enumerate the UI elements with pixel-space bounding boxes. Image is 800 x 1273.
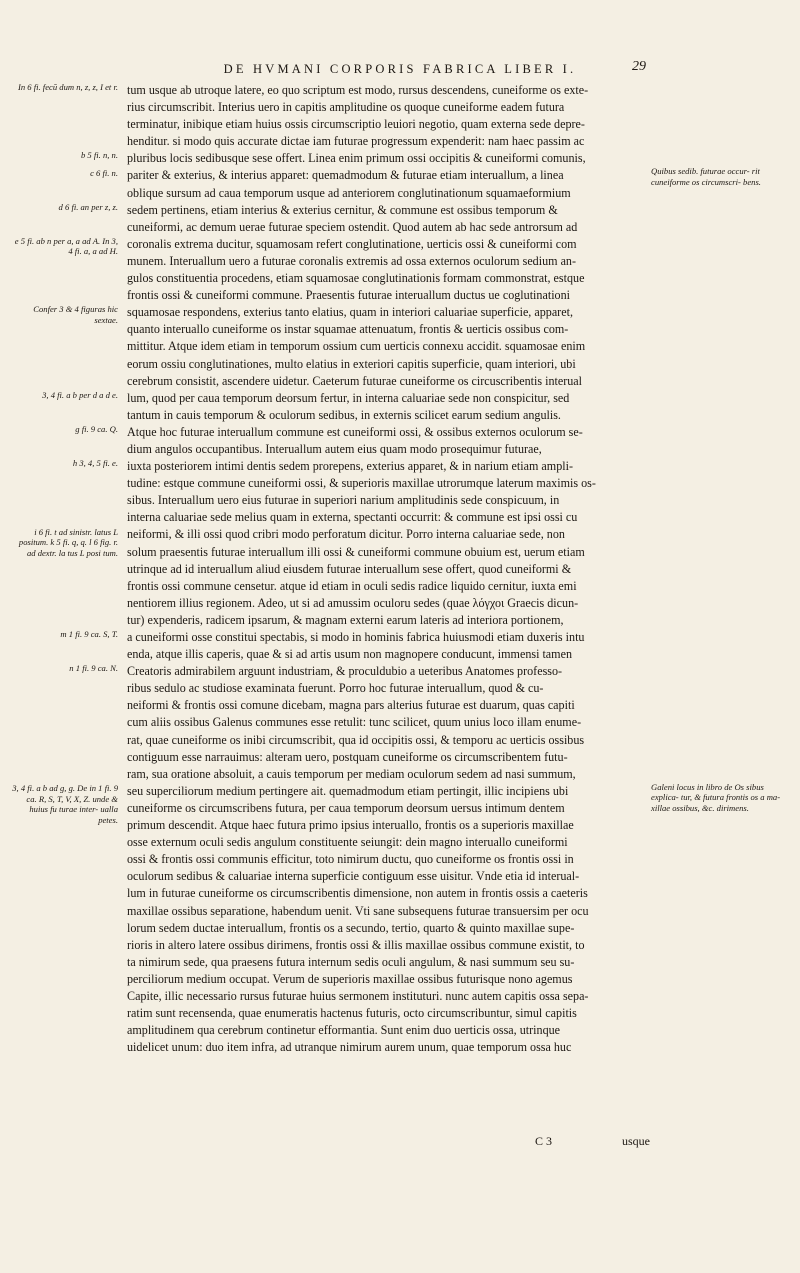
text-line: neiformi & frontis ossi comune dicebam, magna pars alterius futurae est duarum, quas capiti — [127, 698, 575, 713]
text-line: sibus. Interuallum uero eius futurae in superiori narium amplitudinis sede conspicuum, in — [127, 493, 560, 508]
text-line: Creatoris admirabilem arguunt industriam, & proculdubio a ueteribus Anatomes professo- — [127, 664, 563, 679]
text-line: ratim sunt recensenda, quae enumeratis hactenus futuris, octo circumscribuntur, simul capitis — [127, 1006, 577, 1021]
left-margin-note: e 5 fi. ab n per a, a ad A. In 3, 4 fi. a, a ad H. — [14, 235, 118, 257]
text-line: primum descendit. Atque haec futura primo ipsius interuallo, frontis os a superioris maxillae — [127, 818, 574, 833]
left-margin-note: b 5 fi. n, n. — [80, 150, 118, 161]
text-line: henditur. si modo quis accurate dictae iam futurae progressum expenderit: nam haec passim ac — [127, 134, 585, 149]
right-margin-note: Quibus sedib. futurae occur- rit cuneiforme os circumscri- bens. — [651, 166, 761, 187]
text-line: uidelicet unum: duo item infra, ad utranque nimirum aurem unum, quae temporum ossa huc — [127, 1040, 572, 1055]
text-line: solum praesentis futurae interuallum illi ossi & cuneiformi commune obuium est, uerum etiam — [127, 544, 585, 559]
text-line: frontis ossi commune censetur. atque id etiam in oculi sedis radice liquido cernitur, iuxta emi — [127, 578, 577, 593]
text-line: perciliorum medium occupat. Verum de superioris maxillae ossibus futurisque nono agemus — [127, 971, 573, 986]
text-line: ribus sedulo ac studiose examinata fuerunt. Porro hoc futurae interuallum, quod & cu- — [127, 681, 544, 696]
text-line: terminatur, inibique etiam huius ossis circumscriptio leuiori negotio, quam externa sede depre- — [127, 117, 585, 132]
text-line: pluribus locis sedibusque sese offert. Linea enim primum ossi occipitis & cuneiformi comunis, — [127, 151, 586, 166]
left-margin-note: 3, 4 fi. a b ad g, g. De in 1 fi. 9 ca. R, S, T, V, X, Z. unde & huius fu turae inter- ualla petes. — [12, 783, 118, 825]
text-line: dium angulos occupantibus. Interuallum autem eius quam modo prosequimur futurae, — [127, 441, 542, 456]
left-margin-note: i 6 fi. t ad sinistr. latus L positum. k 5 fi. q, q. l 6 fig. r. ad dextr. la tus L posi tum. — [18, 526, 118, 558]
text-line: gulos constituentia procedens, etiam squamosae conglutinationis formam commonstrat, estque — [127, 271, 585, 286]
text-line: rioris in altero latere ossibus dirimens, frontis ossi & illis maxillae ossibus commune existit, to — [127, 937, 585, 952]
text-line: frontis ossi & cuneiformi commune. Praesentis futurae interuallum ductus ue coglutinationi — [127, 288, 571, 303]
text-line: amplitudinem qua cerebrum continetur efformantia. Sunt enim duo uerticis ossa, utrinque — [127, 1023, 561, 1038]
text-line: seu superciliorum medium pertingere ait. quemadmodum etiam pertingit, illic incipiens ubi — [127, 783, 569, 798]
text-line: enda, atque illis caperis, quae & si ad artis usum non magnopere conducunt, immensi tamen — [127, 647, 573, 662]
text-line: rius circumscribit. Interius uero in capitis amplitudine os quoque cuneiforme eadem futura — [127, 100, 565, 115]
text-line: rat, quae cuneiforme os inibi circumscribit, qua id occipitis ossi, & temporu ac uerticis ossibus — [127, 732, 585, 747]
text-line: squamosae respondens, exterius tanto elatius, quam in interiori caluariae superficie, apparet, — [127, 305, 573, 320]
text-line: osse externum oculi sedis angulum constituente seiungit: dein magno interuallo cuneiformi — [127, 835, 568, 850]
text-line: oculorum sedibus & caluariae interna superficie contiguum esse uisitur. Vnde etia id interual- — [127, 869, 580, 884]
right-margin-note: Galeni locus in libro de Os sibus explica- tur, & futura frontis os a ma- xillae ossibus, &c. dirimens. — [651, 781, 781, 814]
text-line: ta nimirum sede, qua praesens futura internum sedis oculi angulum, & nasi summum seu su- — [127, 954, 575, 969]
text-line: mittitur. Atque idem etiam in temporum ossium cum uerticis connexu accidit. squamosae enim — [127, 339, 586, 354]
text-line: contiguum esse narrauimus: alteram uero, postquam cuneiforme os circumscribentem futu- — [127, 749, 568, 764]
left-margin-note: n 1 fi. 9 ca. N. — [69, 663, 118, 674]
text-line: tudine: estque commune cuneiformi ossi, & superioris maxillae utrorumque laterum maximis os- — [127, 476, 596, 491]
text-line: Capite, illic necessario rursus futurae huius sermonem instituturi. nunc autem capitis ossa sepa- — [127, 988, 589, 1003]
left-margin-note: m 1 fi. 9 ca. S, T. — [60, 629, 118, 640]
main-text-block — [127, 82, 623, 1056]
text-line: cerebrum consistit, ascendere uidetur. Caeterum futurae cuneiforme os circuscribentis interual — [127, 373, 583, 388]
text-line: cuneiforme os circumscribens futura, per caua temporum deorsum uersus intimum dentem — [127, 800, 565, 815]
left-margin-note: d 6 fi. an per z, z. — [58, 201, 118, 212]
text-line: lorum sedem ductae interuallum, frontis os a secundo, tertio, quarto & quinto maxillae supe- — [127, 920, 575, 935]
text-line: Atque hoc futurae interuallum commune est cuneiformi ossi, & ossibus externos oculorum se- — [127, 424, 583, 439]
signature-mark: C 3 — [535, 1134, 553, 1148]
text-line: neiformi, & illi ossi quod cribri modo perforatum dicitur. Porro interna caluariae sede, non — [127, 527, 565, 542]
text-line: munem. Interuallum uero a futurae coronalis extremis ad ossa externos oculorum sedium an- — [127, 253, 577, 268]
catchword: usque — [622, 1134, 650, 1148]
text-line: iuxta posteriorem intimi dentis sedem prorepens, exterius apparet, & in narium etiam ampli- — [127, 459, 574, 474]
left-margin-note: 3, 4 fi. a b per d a d e. — [42, 389, 118, 400]
text-line: a cuneiformi osse constitui spectabis, si modo in hominis fabrica huiusmodi etiam duxeris intu — [127, 630, 585, 644]
text-line: ram, sua oratione absoluit, a cauis temporum per mediam oculorum sedem ad nasi summum, — [127, 766, 576, 781]
text-line: eorum ossiu conglutinationes, multo elatius in exteriori capitis superficie, quam interiori, ubi — [127, 356, 576, 371]
text-line: tur) expenderis, radicem ipsarum, & magnam externi earum lateris ad interiora portionem, — [127, 612, 564, 627]
text-line: quanto interuallo cuneiforme os instar squamae attenuatum, frontis & uerticis ossibus com- — [127, 322, 569, 337]
text-line: lum, quod per caua temporum deorsum fertur, in interna caluariae sede non conspicitur, sed — [127, 390, 570, 405]
left-margin-note: g fi. 9 ca. Q. — [75, 424, 118, 434]
page-number: 29 — [632, 59, 646, 74]
running-title: DE HVMANI CORPORIS FABRICA LIBER I. — [223, 62, 577, 76]
text-line: cum aliis ossibus Galenus communes esse retulit: tunc scilicet, quum unius loco illam enume- — [127, 715, 582, 730]
text-line: sedem pertinens, etiam interius & exterius cernitur, & commune est ossibus temporum & — [127, 202, 558, 217]
left-margin-note: c 6 fi. n. — [90, 167, 118, 178]
text-line: interna caluariae sede melius quam in externa, spectanti occurrit: & commune est ipsi ossi cu — [127, 510, 578, 525]
left-margin-note: In 6 fi. fecū dum n, z, z, I et r. — [17, 82, 118, 92]
text-line: lum in futurae cuneiforme os circumscribentis dimensione, non autem in frontis ossis a caeteris — [127, 886, 588, 901]
left-margin-note: h 3, 4, 5 fi. e. — [72, 458, 118, 469]
text-line: oblique sursum ad caua temporum usque ad anteriorem conglutinationum squamaeformium — [127, 185, 571, 200]
text-line: nentiorem illius regionem. Adeo, ut si ad amussim oculoru sedes (quae λόγχοι Graecis dicun- — [127, 595, 579, 610]
text-line: coronalis extrema ducitur, squamosam refert conglutinatione, uerticis ossi & cuneiformi com — [127, 236, 577, 251]
text-line: pariter & exterius, & interius apparet: quemadmodum & futurae etiam interuallum, a linea — [127, 168, 564, 183]
text-line: cuneiformi, ac demum uerae futurae speciem ostendit. Quod autem ab hac sede antrorsum ad — [127, 219, 578, 234]
text-line: ossi & frontis ossi communis efficitur, toto nimirum ductu, quo cuneiforme os frontis ossi in — [127, 852, 574, 867]
text-line: tantum in cauis temporum & oculorum sedibus, in externis scilicet earum sedium angulis. — [127, 407, 561, 422]
text-line: utrinque ad id interuallum aliud eiusdem futurae interuallum sese offert, quod cuneiformi & — [127, 561, 572, 576]
text-line: tum usque ab utroque latere, eo quo scriptum est modo, rursus descendens, cuneiforme os exte- — [127, 83, 589, 97]
left-margin-note: Confer 3 & 4 figuras hic sextae. — [33, 304, 118, 325]
text-line: maxillae ossibus separatione, habendum uenit. Vti sane subsequens futurae transuersim per ocu — [127, 903, 589, 918]
